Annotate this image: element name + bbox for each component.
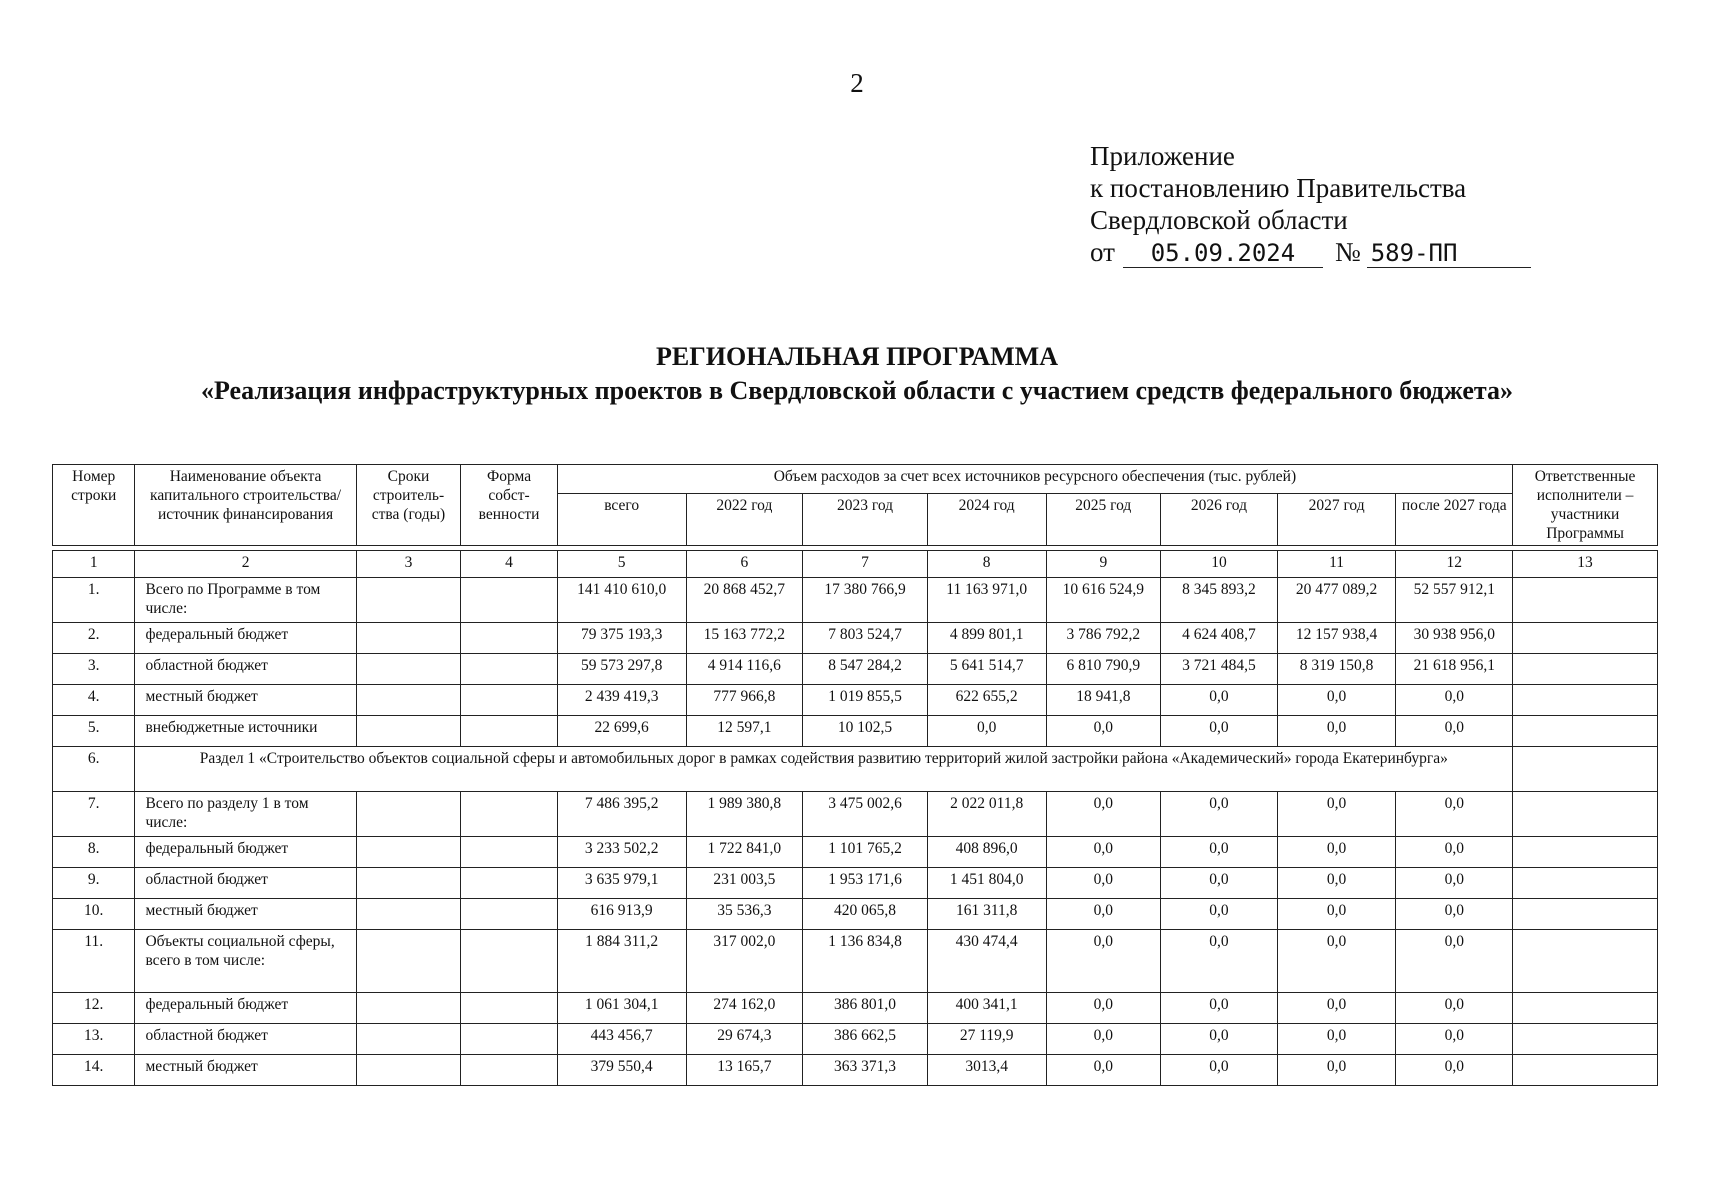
amount-cell: 0,0 — [1046, 1055, 1161, 1086]
amount-cell: 0,0 — [1396, 792, 1513, 837]
source-name: областной бюджет — [135, 1024, 356, 1055]
amount-cell: 0,0 — [1396, 899, 1513, 930]
amount-cell: 0,0 — [1161, 685, 1278, 716]
amount-cell: 7 803 524,7 — [803, 623, 928, 654]
source-name: областной бюджет — [135, 654, 356, 685]
amount-cell: 1 989 380,8 — [686, 792, 803, 837]
row-number: 8. — [53, 837, 135, 868]
amount-cell: 0,0 — [1161, 1055, 1278, 1086]
amount-cell: 0,0 — [1396, 1024, 1513, 1055]
amount-cell: 5 641 514,7 — [927, 654, 1046, 685]
row-number: 7. — [53, 792, 135, 837]
amount-cell: 0,0 — [1046, 930, 1161, 993]
header-ownership: Форма собст-венности — [461, 465, 558, 546]
responsible-cell — [1513, 747, 1658, 792]
amount-cell: 8 319 150,8 — [1277, 654, 1396, 685]
amount-cell: 386 662,5 — [803, 1024, 928, 1055]
row-number: 14. — [53, 1055, 135, 1086]
row-number: 9. — [53, 868, 135, 899]
responsible-cell — [1513, 1055, 1658, 1086]
terms-cell — [356, 685, 461, 716]
ownership-cell — [461, 1024, 558, 1055]
ownership-cell — [461, 1055, 558, 1086]
amount-cell: 22 699,6 — [557, 716, 686, 747]
amount-cell: 0,0 — [1161, 792, 1278, 837]
amount-cell: 1 451 804,0 — [927, 868, 1046, 899]
amount-cell: 0,0 — [1277, 716, 1396, 747]
source-name: местный бюджет — [135, 1055, 356, 1086]
amount-cell: 0,0 — [1046, 1024, 1161, 1055]
column-number: 4 — [461, 551, 558, 578]
amount-cell: 0,0 — [1277, 837, 1396, 868]
column-number: 6 — [686, 551, 803, 578]
amount-cell: 0,0 — [1396, 1055, 1513, 1086]
responsible-cell — [1513, 868, 1658, 899]
responsible-cell — [1513, 578, 1658, 623]
terms-cell — [356, 654, 461, 685]
responsible-cell — [1513, 792, 1658, 837]
amount-cell: 1 136 834,8 — [803, 930, 928, 993]
row-number: 3. — [53, 654, 135, 685]
amount-cell: 317 002,0 — [686, 930, 803, 993]
header-terms: Сроки строитель-ства (годы) — [356, 465, 461, 546]
source-name: Всего по Программе в том числе: — [135, 578, 356, 623]
column-number: 1 — [53, 551, 135, 578]
amount-cell: 27 119,9 — [927, 1024, 1046, 1055]
table-row — [53, 868, 1658, 899]
terms-cell — [356, 1024, 461, 1055]
amount-cell: 8 345 893,2 — [1161, 578, 1278, 623]
section-title: Раздел 1 «Строительство объектов социальной сферы и автомобильных дорог в рамках содействия развитию территорий жилой застройки района «Академический» города Екатеринбурга» — [135, 747, 1513, 792]
amount-cell: 20 477 089,2 — [1277, 578, 1396, 623]
table-row — [53, 654, 1658, 685]
header-2026: 2026 год — [1161, 494, 1278, 546]
amount-cell: 0,0 — [1161, 930, 1278, 993]
amount-cell: 0,0 — [1161, 716, 1278, 747]
header-expenses-group: Объем расходов за счет всех источников ресурсного обеспечения (тыс. рублей) — [557, 465, 1512, 494]
decree-date: 05.09.2024 — [1123, 239, 1323, 268]
table-row — [53, 685, 1658, 716]
column-number: 12 — [1396, 551, 1513, 578]
amount-cell: 10 616 524,9 — [1046, 578, 1161, 623]
terms-cell — [356, 1055, 461, 1086]
table-row — [53, 623, 1658, 654]
terms-cell — [356, 623, 461, 654]
amount-cell: 4 899 801,1 — [927, 623, 1046, 654]
ownership-cell — [461, 654, 558, 685]
column-number: 9 — [1046, 551, 1161, 578]
amount-cell: 52 557 912,1 — [1396, 578, 1513, 623]
amount-cell: 0,0 — [1046, 837, 1161, 868]
amount-cell: 0,0 — [927, 716, 1046, 747]
ownership-cell — [461, 792, 558, 837]
row-number: 5. — [53, 716, 135, 747]
header-row-number: Номер строки — [53, 465, 135, 546]
header-responsible: Ответственные исполнители – участники Программы — [1513, 465, 1658, 546]
source-name: федеральный бюджет — [135, 623, 356, 654]
row-number: 4. — [53, 685, 135, 716]
amount-cell: 141 410 610,0 — [557, 578, 686, 623]
amount-cell: 3 233 502,2 — [557, 837, 686, 868]
amount-cell: 18 941,8 — [1046, 685, 1161, 716]
amount-cell: 386 801,0 — [803, 993, 928, 1024]
amount-cell: 0,0 — [1046, 993, 1161, 1024]
amount-cell: 0,0 — [1396, 716, 1513, 747]
row-number: 11. — [53, 930, 135, 993]
amount-cell: 0,0 — [1046, 868, 1161, 899]
amount-cell: 0,0 — [1396, 837, 1513, 868]
amount-cell: 21 618 956,1 — [1396, 654, 1513, 685]
source-name: внебюджетные источники — [135, 716, 356, 747]
terms-cell — [356, 837, 461, 868]
source-name: местный бюджет — [135, 899, 356, 930]
terms-cell — [356, 716, 461, 747]
terms-cell — [356, 868, 461, 899]
amount-cell: 8 547 284,2 — [803, 654, 928, 685]
header-total: всего — [557, 494, 686, 546]
amount-cell: 0,0 — [1046, 716, 1161, 747]
program-table — [52, 464, 1658, 1086]
amount-cell: 15 163 772,2 — [686, 623, 803, 654]
source-name: Всего по разделу 1 в том числе: — [135, 792, 356, 837]
amount-cell: 20 868 452,7 — [686, 578, 803, 623]
amount-cell: 0,0 — [1277, 1024, 1396, 1055]
amount-cell: 13 165,7 — [686, 1055, 803, 1086]
column-number: 11 — [1277, 551, 1396, 578]
amount-cell: 0,0 — [1277, 868, 1396, 899]
amount-cell: 3 721 484,5 — [1161, 654, 1278, 685]
row-number: 1. — [53, 578, 135, 623]
responsible-cell — [1513, 654, 1658, 685]
table-row — [53, 578, 1658, 623]
amount-cell: 161 311,8 — [927, 899, 1046, 930]
amount-cell: 400 341,1 — [927, 993, 1046, 1024]
amount-cell: 11 163 971,0 — [927, 578, 1046, 623]
amount-cell: 12 597,1 — [686, 716, 803, 747]
ownership-cell — [461, 578, 558, 623]
ownership-cell — [461, 868, 558, 899]
appendix-line-2: к постановлению Правительства — [1090, 173, 1467, 203]
source-name: Объекты социальной сферы, всего в том числе: — [135, 930, 356, 993]
amount-cell: 274 162,0 — [686, 993, 803, 1024]
table-row — [53, 792, 1658, 837]
amount-cell: 0,0 — [1396, 930, 1513, 993]
amount-cell: 622 655,2 — [927, 685, 1046, 716]
column-number-row — [53, 551, 1658, 578]
amount-cell: 35 536,3 — [686, 899, 803, 930]
appendix-line-1: Приложение — [1090, 141, 1235, 171]
row-number: 2. — [53, 623, 135, 654]
amount-cell: 0,0 — [1161, 868, 1278, 899]
amount-cell: 30 938 956,0 — [1396, 623, 1513, 654]
column-number: 7 — [803, 551, 928, 578]
header-object-name: Наименование объекта капитального строительства/источник финансирования — [135, 465, 356, 546]
ownership-cell — [461, 716, 558, 747]
source-name: местный бюджет — [135, 685, 356, 716]
amount-cell: 408 896,0 — [927, 837, 1046, 868]
amount-cell: 0,0 — [1396, 685, 1513, 716]
amount-cell: 0,0 — [1046, 792, 1161, 837]
amount-cell: 10 102,5 — [803, 716, 928, 747]
table-row — [53, 747, 1658, 792]
amount-cell: 4 624 408,7 — [1161, 623, 1278, 654]
column-number: 2 — [135, 551, 356, 578]
amount-cell: 379 550,4 — [557, 1055, 686, 1086]
responsible-cell — [1513, 623, 1658, 654]
column-number: 8 — [927, 551, 1046, 578]
responsible-cell — [1513, 930, 1658, 993]
amount-cell: 0,0 — [1277, 685, 1396, 716]
amount-cell: 1 884 311,2 — [557, 930, 686, 993]
amount-cell: 3 475 002,6 — [803, 792, 928, 837]
amount-cell: 777 966,8 — [686, 685, 803, 716]
amount-cell: 3013,4 — [927, 1055, 1046, 1086]
ownership-cell — [461, 993, 558, 1024]
page-number: 2 — [850, 68, 864, 98]
table-row — [53, 1024, 1658, 1055]
responsible-cell — [1513, 899, 1658, 930]
responsible-cell — [1513, 837, 1658, 868]
responsible-cell — [1513, 716, 1658, 747]
amount-cell: 12 157 938,4 — [1277, 623, 1396, 654]
column-number: 5 — [557, 551, 686, 578]
ownership-cell — [461, 685, 558, 716]
appendix-date-number-row — [1090, 236, 1531, 268]
table-row — [53, 1055, 1658, 1086]
amount-cell: 1 101 765,2 — [803, 837, 928, 868]
table-row — [53, 993, 1658, 1024]
amount-cell: 0,0 — [1277, 1055, 1396, 1086]
row-number: 10. — [53, 899, 135, 930]
header-2025: 2025 год — [1046, 494, 1161, 546]
appendix-line-3: Свердловской области — [1090, 205, 1348, 235]
column-number: 13 — [1513, 551, 1658, 578]
row-number: 12. — [53, 993, 135, 1024]
table-row — [53, 716, 1658, 747]
amount-cell: 2 439 419,3 — [557, 685, 686, 716]
header-2024: 2024 год — [927, 494, 1046, 546]
amount-cell: 4 914 116,6 — [686, 654, 803, 685]
ownership-cell — [461, 623, 558, 654]
amount-cell: 59 573 297,8 — [557, 654, 686, 685]
amount-cell: 231 003,5 — [686, 868, 803, 899]
amount-cell: 1 019 855,5 — [803, 685, 928, 716]
title-line-2: «Реализация инфраструктурных проектов в Свердловской области с участием средств федерального бюджета» — [201, 376, 1513, 405]
amount-cell: 79 375 193,3 — [557, 623, 686, 654]
amount-cell: 7 486 395,2 — [557, 792, 686, 837]
amount-cell: 6 810 790,9 — [1046, 654, 1161, 685]
header-after-2027: после 2027 года — [1396, 494, 1513, 546]
column-number: 10 — [1161, 551, 1278, 578]
source-name: областной бюджет — [135, 868, 356, 899]
ownership-cell — [461, 899, 558, 930]
terms-cell — [356, 899, 461, 930]
date-prefix: от — [1090, 237, 1115, 267]
amount-cell: 0,0 — [1277, 899, 1396, 930]
amount-cell: 363 371,3 — [803, 1055, 928, 1086]
table-row — [53, 899, 1658, 930]
responsible-cell — [1513, 685, 1658, 716]
terms-cell — [356, 930, 461, 993]
amount-cell: 0,0 — [1161, 899, 1278, 930]
amount-cell: 2 022 011,8 — [927, 792, 1046, 837]
terms-cell — [356, 993, 461, 1024]
amount-cell: 616 913,9 — [557, 899, 686, 930]
table-header-row — [53, 465, 1658, 494]
amount-cell: 3 635 979,1 — [557, 868, 686, 899]
document-title — [0, 340, 1714, 408]
amount-cell: 0,0 — [1161, 837, 1278, 868]
table-row — [53, 837, 1658, 868]
amount-cell: 443 456,7 — [557, 1024, 686, 1055]
responsible-cell — [1513, 1024, 1658, 1055]
ownership-cell — [461, 837, 558, 868]
row-number: 13. — [53, 1024, 135, 1055]
column-number: 3 — [356, 551, 461, 578]
header-2023: 2023 год — [803, 494, 928, 546]
number-prefix: № — [1334, 237, 1361, 267]
amount-cell: 0,0 — [1277, 930, 1396, 993]
terms-cell — [356, 792, 461, 837]
responsible-cell — [1513, 993, 1658, 1024]
decree-number: 589-ПП — [1367, 239, 1531, 268]
source-name: федеральный бюджет — [135, 993, 356, 1024]
amount-cell: 420 065,8 — [803, 899, 928, 930]
amount-cell: 430 474,4 — [927, 930, 1046, 993]
title-line-1: РЕГИОНАЛЬНАЯ ПРОГРАММА — [656, 342, 1058, 371]
amount-cell: 3 786 792,2 — [1046, 623, 1161, 654]
header-2027: 2027 год — [1277, 494, 1396, 546]
amount-cell: 1 722 841,0 — [686, 837, 803, 868]
amount-cell: 1 953 171,6 — [803, 868, 928, 899]
amount-cell: 29 674,3 — [686, 1024, 803, 1055]
terms-cell — [356, 578, 461, 623]
amount-cell: 17 380 766,9 — [803, 578, 928, 623]
table-row — [53, 930, 1658, 993]
row-number: 6. — [53, 747, 135, 792]
amount-cell: 0,0 — [1161, 1024, 1278, 1055]
amount-cell: 0,0 — [1396, 993, 1513, 1024]
amount-cell: 0,0 — [1046, 899, 1161, 930]
ownership-cell — [461, 930, 558, 993]
amount-cell: 0,0 — [1161, 993, 1278, 1024]
header-2022: 2022 год — [686, 494, 803, 546]
amount-cell: 0,0 — [1396, 868, 1513, 899]
amount-cell: 0,0 — [1277, 993, 1396, 1024]
source-name: федеральный бюджет — [135, 837, 356, 868]
appendix-block — [1090, 140, 1531, 268]
amount-cell: 0,0 — [1277, 792, 1396, 837]
amount-cell: 1 061 304,1 — [557, 993, 686, 1024]
